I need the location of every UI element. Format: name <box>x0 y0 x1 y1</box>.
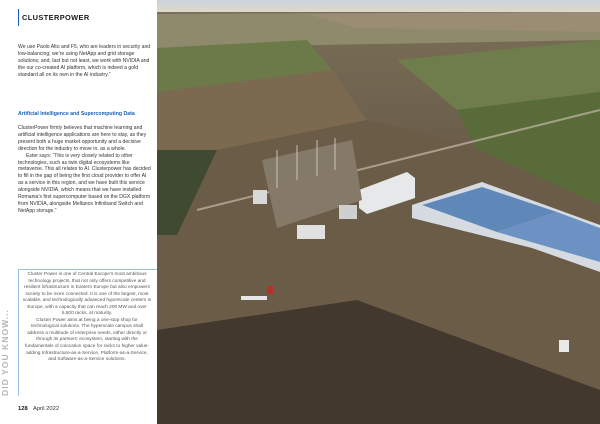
section-heading: Artificial Intelligence and Supercomputing Data <box>18 111 135 117</box>
small-building-2 <box>339 205 357 219</box>
did-you-know-paragraph-1: Cluster Power is one of Central Europe’s most ambitious technology projects, that not only offers competitive and resilient infrastructure in Eastern Europe but also empowers society to be more connected. It is one of the largest, most scalable, and technologically advanced hyperscale centers in Europe, with a capacity that can reach 200 MW and over 6,500 racks, at maturity. <box>22 272 152 317</box>
sky <box>157 0 600 14</box>
page-footer <box>18 406 59 412</box>
white-slab <box>241 296 267 300</box>
white-block <box>559 340 569 352</box>
red-machine <box>267 286 273 294</box>
small-building-1 <box>297 225 325 239</box>
did-you-know-text <box>22 272 152 364</box>
aerial-photo-datacenter-campus <box>157 0 600 424</box>
did-you-know-label: DID YOU KNOW... <box>0 309 10 396</box>
issue-date: April 2022 <box>32 406 60 412</box>
intro-paragraph: We use Paolo Alto and F5, who are leaders in security and low-balancing; we’re using NetApp and grid storage solutions; and, last but not least, we work with NVIDIA and the our co-created AI platform, which is indeed a gold standard all on its own in the AI industry.” <box>18 44 151 78</box>
did-you-know-paragraph-2: Cluster Power aims at being a one-stop shop for technological solutions. The hyperscale campus shall address a multitude of enterprise needs, either directly or through its partners’ ecosystem, starting with the fundamentals of colocation space for racks to higher value-adding Infrastructure-as-a-Service, Platform-as-a-Service, and Software-as-a-Service solutions. <box>24 317 150 363</box>
small-building-3 <box>253 190 267 204</box>
page-number: 128 <box>18 406 28 412</box>
section-paragraph-1: ClusterPower firmly believes that machine learning and artificial intelligence applications are here to stay, as they present both a huge market opportunity and a decisive direction for the industry to move in, as a whole. <box>18 125 147 152</box>
header-accent-rule <box>18 9 19 26</box>
page-header: CLUSTERPOWER <box>22 13 90 22</box>
section-paragraph-2: Ester says: “This is very closely related to other technologies, such as twin digital ecosystems like metaverse. This all relates to AI. Clusterpower has decided to fill in the gap of being the first cloud provider to offer AI as a service in this region, and we have built this service alongside NVIDIA, which means that we have installed Romania’s first supercomputer based on the DGX platform from NVIDIA, alongside Mellanox Infiniband Switch and NetApp storage.” <box>18 152 151 214</box>
section-body <box>18 125 151 215</box>
